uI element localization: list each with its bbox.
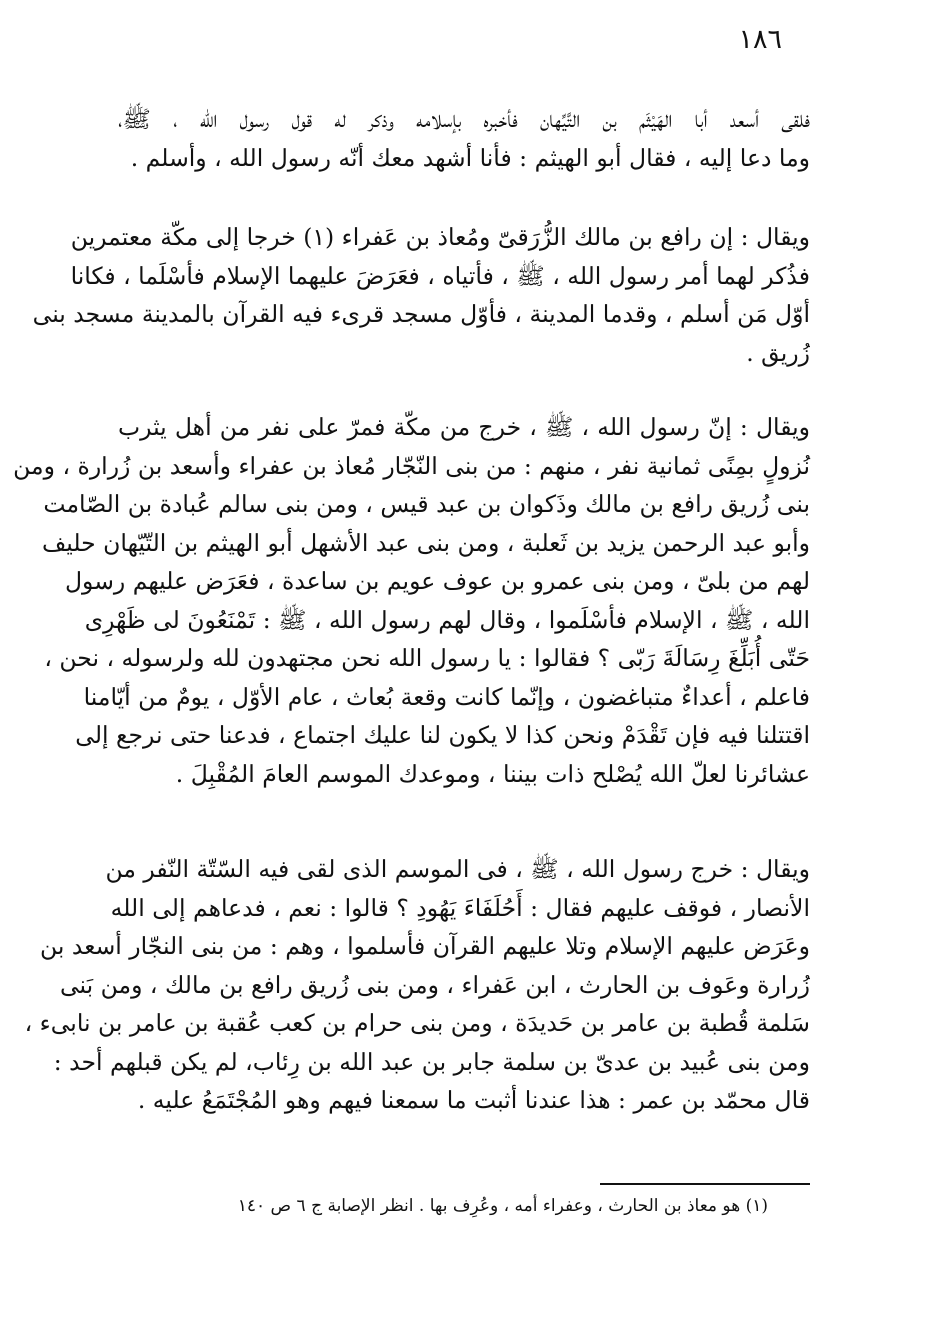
text-line: فذُكر لهما أمر رسول الله ، ﷺ ، فأتياه ، فعَرَضَ عليهما الإسلام فأسْلَما ، فكانا [70, 261, 810, 290]
text-line: أوّل مَن أسلم ، وقدما المدينة ، فأوّل مسجد قرىء فيه القرآن بالمدينة مسجد بنى [32, 300, 810, 328]
text-line: ومن بنى عُبيد بن عدىّ بن سلمة جابر بن عبد الله بن رِئاب، لم يكن قبلهم أحد : [53, 1047, 810, 1076]
text-line: الأنصار ، فوقف عليهم فقال : أَحُلَفَاءَ يَهُودِ ؟ قالوا : نعم ، فدعاهم إلى الله [110, 893, 810, 922]
text-line: بنى زُريق رافع بن مالك وذَكوان بن عبد قيس ، ومن بنى سالم عُبادة بن الصّامت [43, 490, 810, 518]
text-line: وأبو عبد الرحمن يزيد بن ثَعلبة ، ومن بنى عبد الأشهل أبو الهيثم بن التّيّهان حليف [41, 528, 810, 557]
text-line: عشائرنا لعلّ الله يُصْلح ذات بيننا ، وموعدك الموسم العامَ المُقْبِلَ . [175, 759, 810, 788]
text-line: لهم من بلىّ ، ومن بنى عمرو بن عوف عويم بن ساعدة ، فعَرَض عليهم رسول [64, 567, 810, 595]
text-line: سَلمة قُطبة بن عامر بن حَديدَة ، ومن بنى حرام بن كعب عُقبة بن عامر بن نابىء ، [24, 1009, 810, 1037]
footnote: (١) هو معاذ بن الحارث ، وعفراء أمه ، وعُرِف بها . انظر الإصابة ج ٦ ص ١٤٠ [237, 1196, 768, 1216]
text-line: فاعلم ، أعداءٌ متباغضون ، وإنّما كانت وقعة بُعاث ، عام الأوّل ، يومٌ من أيّامنا [83, 682, 810, 711]
text-line: زُرارة وعَوف بن الحارث ، ابن عَفراء ، ومن بنى زُريق رافع بن مالك ، ومن بَنى [59, 970, 810, 999]
text-line: الله ، ﷺ ، الإسلام فأسْلَموا ، وقال لهم رسول الله ، ﷺ : تَمْنَعُونَ لى ظَهْرِى [84, 605, 810, 634]
footnote-divider [600, 1183, 810, 1185]
text-line: اقتتلنا فيه فإن تَقْدَمْ ونحن كذا لا يكون لنا عليك اجتماع ، فدعنا حتى نرجع إلى [75, 721, 810, 749]
text-line: ويقال : إنّ رسول الله ، ﷺ ، خرج من مكّة فمرّ على نفر من أهل يثرب [118, 413, 810, 441]
text-line: حَتّى أُبَلِّغَ رِسَالَةَ رَبّى ؟ فقالوا : يا رسول الله نحن مجتهدون لله ولرسوله ، نحن ، [44, 644, 810, 672]
text-line: وما دعا إليه ، فقال أبو الهيثم : فأنا أشهد معك أنّه رسول الله ، وأسلم . [130, 143, 810, 172]
text-line: ويقال : خرج رسول الله ، ﷺ ، فى الموسم الذى لقى فيه السّتّة النّفر من [105, 855, 810, 883]
text-line: قال محمّد بن عمر : هذا عندنا أثبت ما سمعنا فيهم وهو المُجْتَمَعُ عليه . [137, 1086, 810, 1114]
paragraph-4 [24, 850, 810, 1120]
paragraph-1 [118, 100, 810, 177]
text-line: فلقى أسعد أبا الهَيْثَم بن التَّيِّهان فأخبره بإسلامه وذكر له قول رسول الله ، ﷺ، [118, 105, 810, 133]
paragraph-2 [32, 218, 810, 372]
text-line: وعَرَض عليهم الإسلام وتلا عليهم القرآن فأسلموا ، وهم : من بنى النجّار أسعد بن [40, 932, 810, 960]
text-line: نُزولٍ بمِنًى ثمانية نفر ، منهم : من بنى النّجّار مُعاذ بن عفراء وأسعد بن زُرارة ، ومن [13, 451, 810, 480]
page-number: ١٨٦ [738, 24, 782, 55]
text-line: زُريق . [746, 338, 810, 367]
paragraph-3 [13, 408, 810, 793]
text-line: ويقال : إن رافع بن مالك الزُّرَقىّ ومُعاذ بن عَفراء (١) خرجا إلى مكّة معتمرين [70, 223, 810, 251]
